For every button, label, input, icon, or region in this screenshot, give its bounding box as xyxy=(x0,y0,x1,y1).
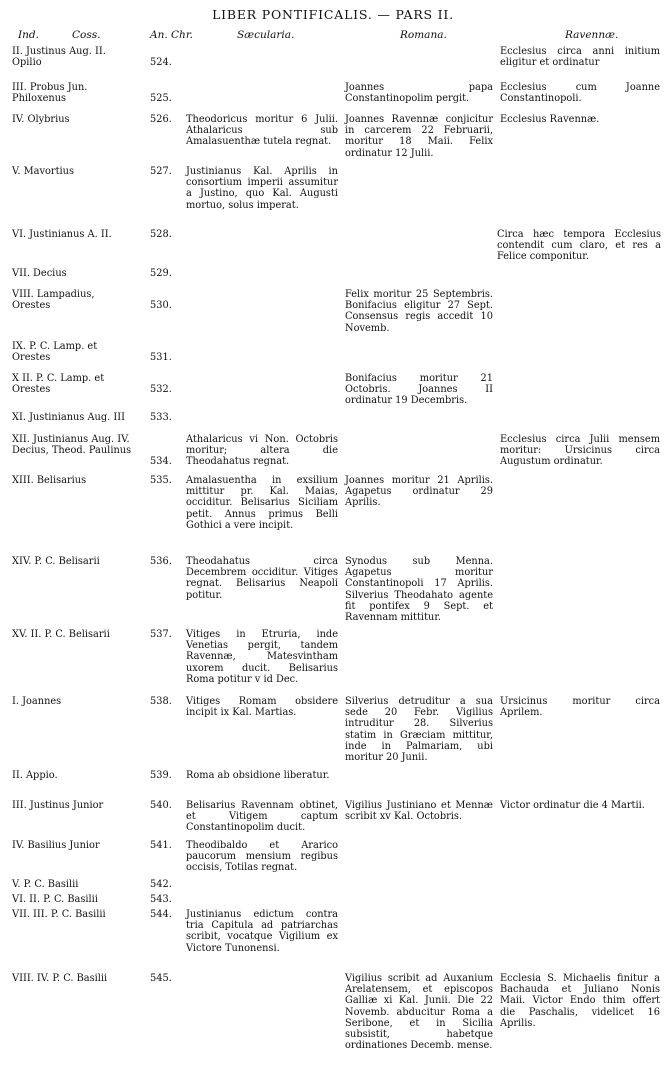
saecularia-cell: Theodahatus circa Decembrem occiditur. Vitiges regnat. Belisarius Neapoli potitur. xyxy=(186,556,338,601)
consuls-cell: XV. II. P. C. Belisarii xyxy=(12,629,110,640)
col-header-romana: Romana. xyxy=(400,29,447,41)
saecularia-cell: Belisarius Ravennam obtinet, et Vitigem captum Constantinopolim ducit. xyxy=(186,800,338,834)
year-cell: 537. xyxy=(150,629,172,640)
consuls-cell: VII. Decius xyxy=(12,268,67,279)
consuls-cell: XIII. Belisarius xyxy=(12,475,87,486)
ravennae-cell: Ecclesius Ravennæ. xyxy=(500,114,600,125)
ravennae-cell: Ecclesius cum Joanne Constantinopoli. xyxy=(500,82,660,105)
year-cell: 534. xyxy=(150,456,172,467)
consuls-cell: V. Mavortius xyxy=(12,166,74,177)
ravennae-cell: Ecclesius circa Julii mensem moritur: Ursicinus circa Augustum ordinatur. xyxy=(500,434,660,468)
saecularia-cell: Theodoricus moritur 6 Julii. Athalaricus sub Amalasuenthæ tutela regnat. xyxy=(186,114,338,148)
year-cell: 541. xyxy=(150,840,172,851)
romana-cell: Silverius detruditur a sua sede 20 Febr. Vigilius intruditur 28. Silverius statim in Græciam mittitur, inde in Palmariam, ubi moritur 20 Junii. xyxy=(345,696,493,764)
ravennae-cell: Ecclesius circa anni initium eligitur et ordinatur xyxy=(500,46,660,69)
consuls-cell: I. Joannes xyxy=(12,696,62,707)
year-cell: 528. xyxy=(150,229,172,240)
col-header-saecularia: Sæcularia. xyxy=(237,29,295,41)
year-cell: 539. xyxy=(150,770,172,781)
saecularia-cell: Justinianus edictum contra tria Capitula ad patriarchas scribit, vocatque Vigilium ex Victore Tunonensi. xyxy=(186,909,338,954)
year-cell: 545. xyxy=(150,973,172,984)
consuls-cell: XIV. P. C. Belisarii xyxy=(12,556,100,567)
romana-cell: Joannes Ravennæ conjicitur in carcerem 22 Februarii, moritur 18 Maii. Felix ordinatur 12 Julii. xyxy=(345,114,493,159)
year-cell: 544. xyxy=(150,909,172,920)
saecularia-cell: Roma ab obsidione liberatur. xyxy=(186,770,330,781)
year-cell: 535. xyxy=(150,475,172,486)
consuls-cell: III. Justinus Junior xyxy=(12,800,104,811)
romana-cell: Synodus sub Menna. Agapetus moritur Constantinopoli 17 Aprilis. Silverius Theodahato agente fit pontifex 9 Sept. et Ravennam mittitur. xyxy=(345,556,493,624)
consuls-cell: XI. Justinianus Aug. III xyxy=(12,412,125,423)
page-title: LIBER PONTIFICALIS. — PARS II. xyxy=(212,7,454,22)
col-header-ravennae: Ravennæ. xyxy=(565,29,619,41)
year-cell: 540. xyxy=(150,800,172,811)
col-header-an-chr: An. Chr. xyxy=(150,29,194,41)
saecularia-cell: Vitiges Romam obsidere incipit ix Kal. Martias. xyxy=(186,696,338,719)
consuls-cell: VI. Justinianus A. II. xyxy=(12,229,112,240)
year-cell: 531. xyxy=(150,352,172,363)
year-cell: 526. xyxy=(150,114,172,125)
ravennae-cell: Ecclesia S. Michaelis finitur a Bachauda et Juliano Nonis Maii. Victor Endo thim offert die Paschalis, videlicet 16 Aprilis. xyxy=(500,973,660,1029)
consuls-cell: VIII. IV. P. C. Basilii xyxy=(12,973,108,984)
year-cell: 525. xyxy=(150,93,172,104)
col-header-ind: Ind. xyxy=(18,29,39,41)
consuls-cell: III. Probus Jun. Philoxenus xyxy=(12,82,88,105)
year-cell: 533. xyxy=(150,412,172,423)
consuls-cell: VI. II. P. C. Basilii xyxy=(12,894,98,905)
ravennae-cell: Victor ordinatur die 4 Martii. xyxy=(500,800,645,811)
year-cell: 527. xyxy=(150,166,172,177)
saecularia-cell: Amalasuentha in exsilium mittitur pr. Kal. Maias, occiditur. Belisarius Siciliam petit. Annus primus Belli Gothici a vere incipit. xyxy=(186,475,338,531)
romana-cell: Felix moritur 25 Septembris. Bonifacius eligitur 27 Sept. Consensus regis accedit 10 Novemb. xyxy=(345,289,493,334)
ravennae-cell: Ursicinus moritur circa Aprilem. xyxy=(500,696,660,719)
saecularia-cell: Theodibaldo et Ararico paucorum mensium regibus occisis, Totilas regnat. xyxy=(186,840,338,874)
year-cell: 529. xyxy=(150,268,172,279)
year-cell: 532. xyxy=(150,384,172,395)
consuls-cell: X II. P. C. Lamp. et Orestes xyxy=(12,373,105,396)
year-cell: 542. xyxy=(150,879,172,890)
consuls-cell: VII. III. P. C. Basilii xyxy=(12,909,106,920)
year-cell: 536. xyxy=(150,556,172,567)
romana-cell: Joannes moritur 21 Aprilis. Agapetus ordinatur 29 Aprilis. xyxy=(345,475,493,509)
year-cell: 530. xyxy=(150,300,172,311)
consuls-cell: VIII. Lampadius, Orestes xyxy=(12,289,95,312)
romana-cell: Joannes papa Constantinopolim pergit. xyxy=(345,82,493,105)
consuls-cell: II. Justinus Aug. II. Opilio xyxy=(12,46,106,69)
romana-cell: Bonifacius moritur 21 Octobris. Joannes II ordinatur 19 Decembris. xyxy=(345,373,493,407)
saecularia-cell: Vitiges in Etruria, inde Venetias pergit, tandem Ravennæ, Matesvintham uxorem ducit. Belisarius Roma potitur v id Dec. xyxy=(186,629,338,685)
consuls-cell: II. Appio. xyxy=(12,770,58,781)
col-header-coss: Coss. xyxy=(72,29,101,41)
saecularia-cell: Athalaricus vi Non. Octobris moritur; altera die Theodahatus regnat. xyxy=(186,434,338,468)
consuls-cell: IV. Olybrius xyxy=(12,114,70,125)
year-cell: 524. xyxy=(150,57,172,68)
romana-cell: Vigilius scribit ad Auxanium Arelatensem, et episcopos Galliæ xi Kal. Junii. Die 22 Novemb. abducitur Roma a Seribone, et in Sicilia subsistit, habetque ordinationes Decemb. mense. xyxy=(345,973,493,1052)
romana-cell: Vigilius Justiniano et Mennæ scribit xv Kal. Octobris. xyxy=(345,800,493,823)
consuls-cell: XII. Justinianus Aug. IV. Decius, Theod. Paulinus xyxy=(12,434,132,457)
consuls-cell: IV. Basilius Junior xyxy=(12,840,100,851)
saecularia-cell: Justinianus Kal. Aprilis in consortium imperii assumitur a Justino, quo Kal. Augusti mortuo, solus imperat. xyxy=(186,166,338,211)
consuls-cell: V. P. C. Basilii xyxy=(12,879,79,890)
ravennae-cell: Circa hæc tempora Ecclesius contendit cum claro, et res a Felice componitur. xyxy=(497,229,661,263)
year-cell: 543. xyxy=(150,894,172,905)
consuls-cell: IX. P. C. Lamp. et Orestes xyxy=(12,341,98,364)
year-cell: 538. xyxy=(150,696,172,707)
